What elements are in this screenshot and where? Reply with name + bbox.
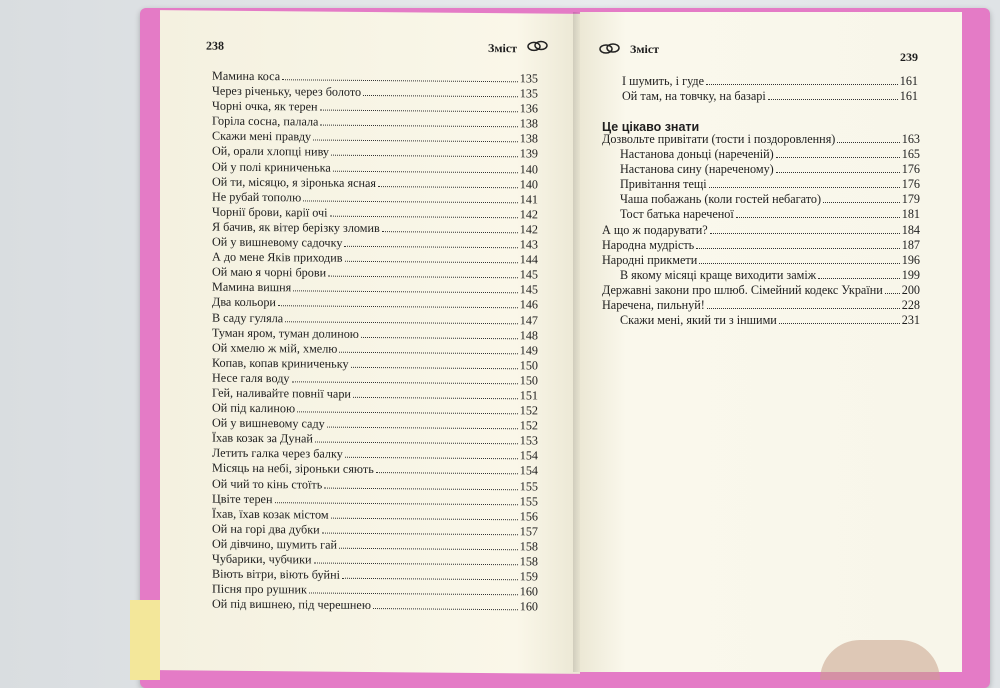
right-page [580,12,962,672]
toc-entry-title: Їхав козак за Дунай [212,430,313,446]
dot-leader [776,157,900,158]
toc-entry-page: 135 [519,71,538,86]
toc-entry-title: Ой ти, місяцю, я зіронька ясная [212,174,377,190]
toc-entry-title: А що ж подарувати? [602,222,708,237]
reader-finger [820,640,940,680]
toc-entry-title: І шумить, і гуде [622,74,705,88]
dot-leader [322,532,518,535]
toc-entry-page: 187 [901,237,920,252]
toc-entry-page: 156 [519,509,538,524]
dot-leader [309,593,518,596]
dot-leader [363,95,518,97]
toc-entry-page: 163 [901,132,920,146]
toc-entry-page: 160 [519,584,538,599]
toc-entry [602,147,920,162]
toc-entry-page: 157 [519,524,538,539]
toc-entry-title: Настанова доньці (нареченій) [620,147,774,162]
dot-leader [776,172,900,173]
toc-entry-title: Чаша побажань (коли гостей небагато) [620,192,822,207]
dot-leader [709,187,900,188]
toc-entry-title: Віють вітри, віють буйні [212,566,340,582]
toc-entry-title: Чорнії брови, карії очі [212,204,328,220]
toc-entry-page: 152 [519,403,538,418]
toc-entry-page: 135 [519,86,538,101]
dot-leader [710,233,900,234]
dot-leader [707,308,900,309]
dot-leader [297,411,518,414]
toc-entry-page: 154 [519,463,538,478]
toc-entry-title: Ой у полі криниченька [212,159,331,175]
page-number: 238 [206,38,224,53]
left-page [160,10,580,674]
wedding-rings-icon [598,40,622,61]
toc-entry-title: Мамина вишня [212,279,292,295]
toc-entry-title: Ой хмелю ж мій, хмелю [212,340,338,356]
running-header: Зміст [630,42,660,56]
toc-entry-title: Ой, орали хлопці ниву [212,144,329,160]
toc-entry-title: Народні прикмети [602,252,698,267]
toc-entry [602,132,920,147]
toc-entry-title: Ой чий то кінь стоїть [212,476,323,492]
toc-entry-page: 161 [899,89,918,104]
dot-leader [331,517,518,520]
toc-entry-page: 144 [519,252,538,267]
toc-entry-title: Летить галка через балку [212,445,343,462]
toc-entry-title: Ой під калиною [212,400,296,416]
toc-entry-title: Ой під вишнею, під черешнею [212,596,371,613]
dot-leader [823,202,900,203]
toc-entry-page: 161 [899,74,918,88]
toc-entry [212,597,538,615]
toc-entry-page: 136 [519,101,538,116]
toc-entry [602,177,920,192]
toc-entry-page: 153 [519,433,538,448]
toc-entry-page: 147 [519,312,538,327]
toc-entry-page: 200 [901,282,920,297]
toc-entry-page: 151 [519,388,538,403]
toc-list [602,132,920,328]
dot-leader [378,186,518,188]
toc-entry-page: 143 [519,237,538,252]
dot-leader [324,487,517,490]
toc-entry-title: Пісня про рушник [212,581,307,597]
toc-entry-page: 181 [901,207,920,222]
dot-leader [344,246,517,249]
toc-entry-page: 146 [519,297,538,312]
dot-leader [779,323,900,324]
toc-entry-page: 145 [519,267,538,282]
dot-leader [275,502,518,505]
dot-leader [351,367,518,369]
toc-entry [602,162,920,177]
toc-entry-page: 160 [519,599,538,614]
toc-entry-title: Ой маю я чорні брови [212,264,327,280]
toc-entry-page: 140 [519,176,538,192]
dot-leader [278,306,518,309]
dot-leader [320,125,517,128]
toc-list-top [604,74,918,104]
toc-entry-page: 159 [519,569,538,584]
dot-leader [696,248,899,249]
toc-entry-page: 179 [901,192,920,207]
toc-entry-title: Ой у вишневому садочку [212,234,343,250]
toc-entry-title: Туман яром, туман долиною [212,325,359,341]
wedding-rings-icon [526,37,550,58]
dot-leader [345,457,518,460]
dot-leader [303,200,518,203]
toc-entry-title: Ой у вишневому саду [212,415,325,431]
toc-entry-title: Скажи мені правду [212,128,312,144]
toc-entry-title: Цвіте терен [212,491,273,506]
toc-entry [602,253,920,268]
dot-leader [330,215,518,218]
toc-entry-title: Мамина коса [212,68,281,84]
toc-entry-title: Настанова сину (нареченому) [620,162,774,177]
toc-entry-title: Їхав, їхав козак містом [212,506,329,522]
dot-leader [339,351,517,354]
running-header: Зміст [488,41,518,56]
book-cover-edge [130,600,160,680]
toc-entry-title: Не рубай тополю [212,189,302,205]
toc-list [212,69,538,615]
toc-entry [604,74,918,89]
dot-leader [327,427,518,430]
toc-entry-page: 152 [519,418,538,433]
dot-leader [382,231,518,233]
toc-entry-title: Привітання тещі [620,177,707,192]
toc-entry [602,268,920,283]
toc-entry-title: Ой дівчино, шумить гай [212,536,338,552]
toc-entry-title: Горіла сосна, палала [212,113,319,129]
dot-leader [320,110,518,113]
toc-entry-title: Місяць на небі, зіроньки сяють [212,461,374,477]
toc-entry-page: 138 [519,131,538,146]
toc-entry-page: 158 [519,539,538,554]
toc-entry-title: В саду гуляла [212,310,284,325]
toc-entry-page: 140 [519,161,538,177]
dot-leader [353,397,518,399]
toc-entry-page: 142 [519,222,538,237]
dot-leader [768,99,898,100]
toc-entry-title: Чорні очка, як терен [212,98,318,114]
toc-entry [602,192,920,207]
toc-entry-page: 148 [519,327,538,343]
toc-entry-page: 142 [519,207,538,222]
toc-entry-page: 149 [519,342,538,358]
toc-entry-page: 199 [901,267,920,282]
dot-leader [837,142,899,143]
toc-entry-page: 228 [901,298,920,313]
toc-entry-page: 155 [519,478,538,493]
toc-entry-page: 184 [901,222,920,237]
dot-leader [699,263,899,264]
dot-leader [373,608,518,610]
dot-leader [885,293,900,294]
toc-entry [602,298,920,313]
page-number: 239 [900,50,918,64]
dot-leader [339,548,518,551]
dot-leader [282,79,518,82]
toc-entry-page: 150 [519,358,538,373]
toc-entry-title: Два кольори [212,295,276,310]
toc-entry-title: Чубарики, чубчики [212,551,312,567]
toc-entry-title: Державні закони про шлюб. Сімейний кодекс України [602,282,883,297]
toc-entry-page: 176 [901,177,920,192]
toc-entry-title: Народна мудрість [602,237,695,252]
dot-leader [345,261,518,264]
toc-entry [602,207,920,222]
dot-leader [314,563,518,566]
toc-entry-page: 154 [519,448,538,463]
toc-entry-title: Дозвольте привітати (тости і поздоровлення) [602,132,836,146]
toc-entry [602,238,920,253]
dot-leader [328,276,518,279]
toc-entry [604,89,918,104]
toc-entry-page: 231 [901,313,920,328]
toc-entry-page: 150 [519,373,538,388]
dot-leader [292,381,518,384]
toc-entry-page: 165 [901,147,920,162]
dot-leader [285,321,517,324]
dot-leader [818,278,900,279]
toc-entry-title: Гей, наливайте повнії чари [212,385,351,401]
toc-entry-page: 145 [519,282,538,297]
toc-entry [602,313,920,328]
dot-leader [331,155,518,158]
toc-entry-title: Через річеньку, через болото [212,83,362,100]
toc-entry-title: В якому місяці краще виходити заміж [620,267,817,282]
dot-leader [315,442,518,445]
toc-entry-title: Скажи мені, який ти з іншими [620,313,777,328]
toc-entry-title: Ой на горі два дубки [212,521,320,537]
toc-entry-title: Ой там, на товчку, на базарі [622,89,766,104]
toc-entry [602,283,920,298]
toc-entry-title: Копав, копав криниченьку [212,355,349,371]
dot-leader [333,170,518,173]
toc-entry-page: 139 [519,146,538,161]
toc-entry-title: Тост батька нареченої [620,207,734,222]
toc-entry-page: 141 [519,192,538,207]
toc-entry-page: 176 [901,162,920,177]
toc-entry-title: Несе галя воду [212,370,290,386]
dot-leader [313,140,518,143]
dot-leader [376,472,518,474]
toc-entry-page: 155 [519,493,538,509]
dot-leader [706,84,898,85]
dot-leader [361,337,518,339]
toc-entry-page: 138 [519,116,538,131]
section-title: Це цікаво знати [602,120,700,134]
dot-leader [736,217,900,218]
toc-entry-title: Наречена, пильнуй! [602,298,705,313]
toc-entry [602,223,920,238]
toc-entry-page: 158 [519,554,538,569]
toc-entry-page: 196 [901,252,920,267]
toc-entry-title: Я бачив, як вітер берізку зломив [212,219,380,236]
dot-leader [342,578,518,581]
dot-leader [293,291,517,294]
toc-entry-title: А до мене Яків приходив [212,249,343,265]
